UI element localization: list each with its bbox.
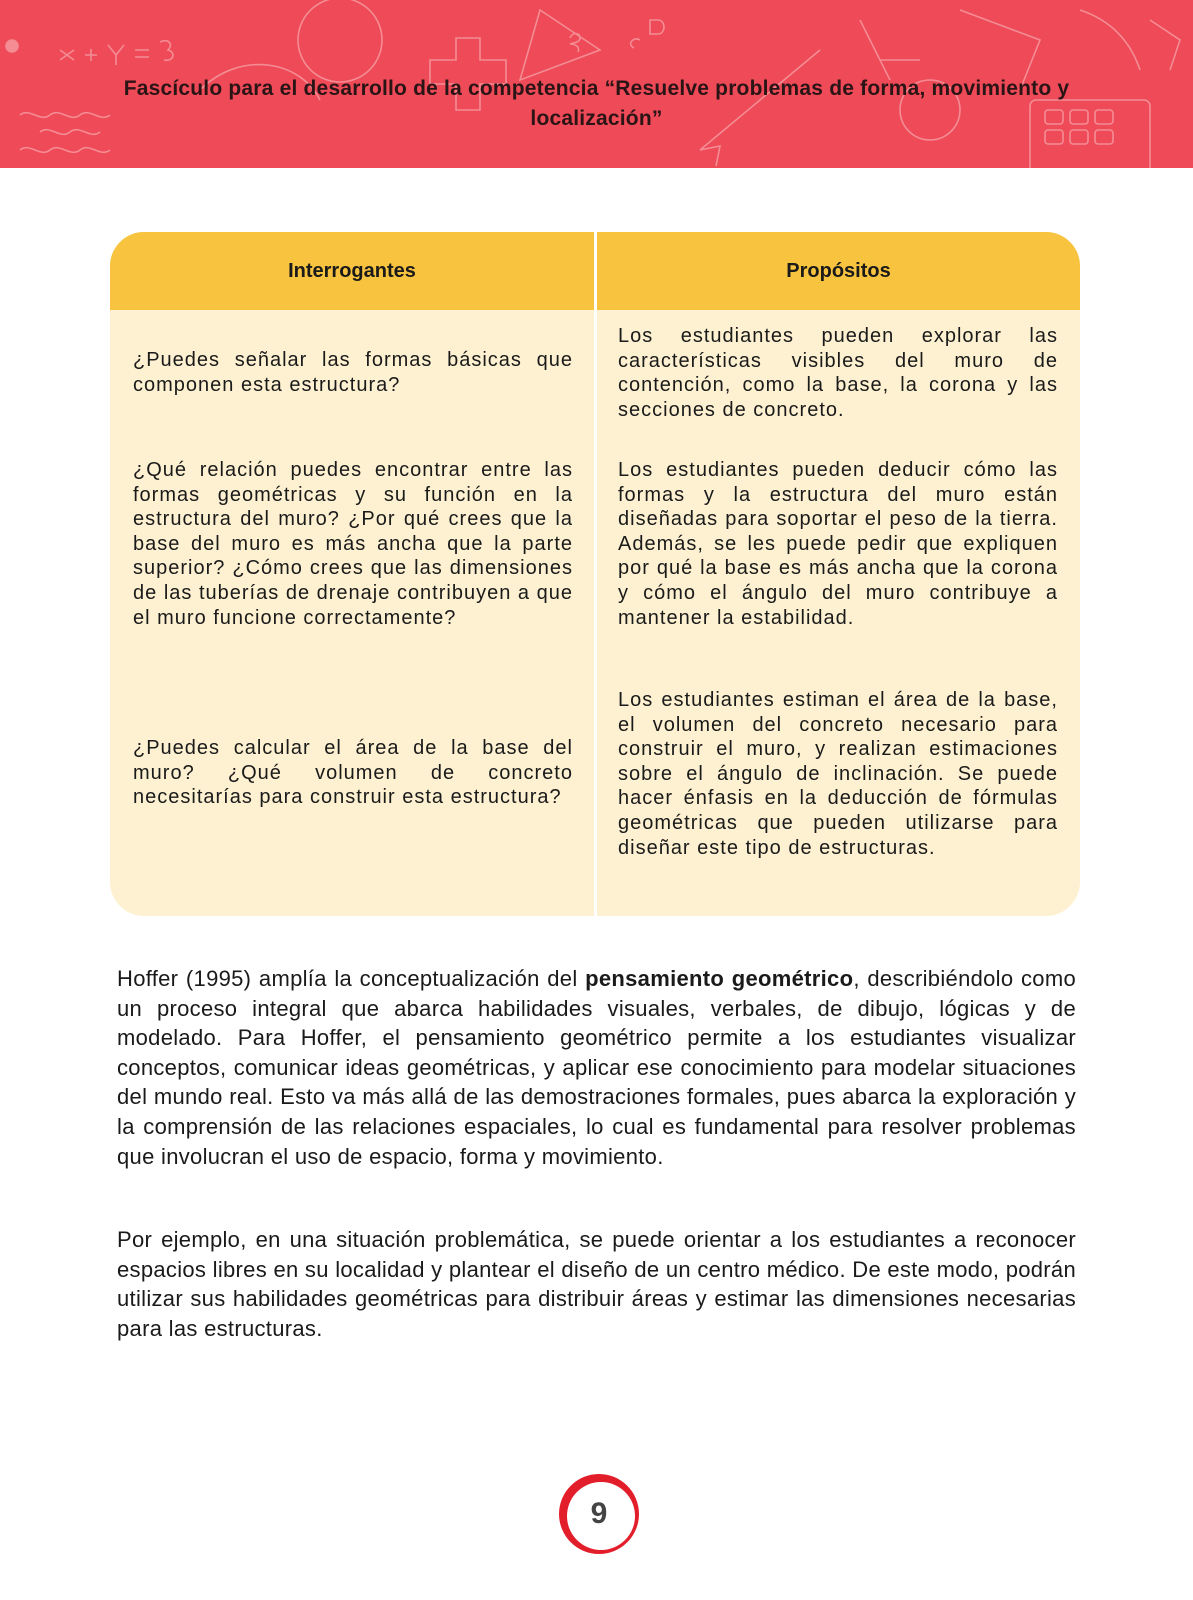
question-cell-1: ¿Puedes señalar las formas básicas que componen esta estructura? (133, 349, 573, 396)
purpose-cell-2: Los estudiantes pueden deducir cómo las formas y la estructura del muro están diseñadas para soportar el peso de la tierra. Además, se les puede pedir que expliquen por qué la base es más ancha que la corona y cómo el ángulo del muro contribuye a mantener la estabilidad. (618, 459, 1058, 629)
column-divider (594, 232, 597, 916)
paragraph-hoffer-end: , describiéndolo como un proceso integral que abarca habilidades visuales, verbales, de dibujo, lógicas y de modelado. Para Hoffer, el pensamiento geométrico permite a los estudiantes visualizar conceptos, comunicar ideas geométricas, y aplicar ese conocimiento para modelar situaciones del mundo real. Esto va más allá de las demostraciones formales, pues abarca la exploración y la comprensión de las relaciones espaciales, lo cual es fundamental para resolver problemas que involucran el uso de espacio, forma y movimiento. (117, 966, 1076, 1169)
column-header-interrogantes: Interrogantes (288, 260, 416, 282)
question-cell-2: ¿Qué relación puedes encontrar entre las formas geométricas y su función en la estructura del muro? ¿Por qué crees que la base del muro es más ancha que la parte superior? ¿Cómo crees que las dimensiones de las tuberías de drenaje contribuyen a que el muro funcione correctamente? (133, 459, 573, 629)
paragraph-example: Por ejemplo, en una situación problemática, se puede orientar a los estudiantes a reconocer espacios libres en su localidad y plantear el diseño de un centro médico. De este modo, podrán utilizar sus habilidades geométricas para distribuir áreas y estimar las dimensiones necesarias para las estructuras. (117, 1227, 1076, 1341)
purpose-cell-1: Los estudiantes pueden explorar las características visibles del muro de contención, como la base, la corona y las secciones de concreto. (618, 325, 1058, 421)
page-number: 9 (590, 1497, 608, 1530)
paragraph-hoffer-bold-term: pensamiento geométrico (585, 966, 854, 991)
column-header-propositos: Propósitos (786, 260, 891, 282)
paragraph-hoffer (117, 964, 1076, 1171)
questions-purposes-table (110, 232, 1080, 916)
purpose-cell-3: Los estudiantes estiman el área de la base, el volumen del concreto necesario para construir el muro, y realizan estimaciones sobre el ángulo de inclinación. Se puede hacer énfasis en la deducción de fórmulas geométricas que pueden utilizarse para diseñar este tipo de estructuras. (618, 689, 1058, 859)
page-number-badge (556, 1471, 642, 1557)
question-cell-3: ¿Puedes calcular el área de la base del muro? ¿Qué volumen de concreto necesitarías para construir esta estructura? (133, 737, 573, 809)
page-header (0, 0, 1193, 168)
header-title: Fascículo para el desarrollo de la competencia “Resuelve problemas de forma, movimiento y localización” (123, 77, 1070, 130)
paragraph-hoffer-start: Hoffer (1995) amplía la conceptualización del (117, 966, 586, 991)
